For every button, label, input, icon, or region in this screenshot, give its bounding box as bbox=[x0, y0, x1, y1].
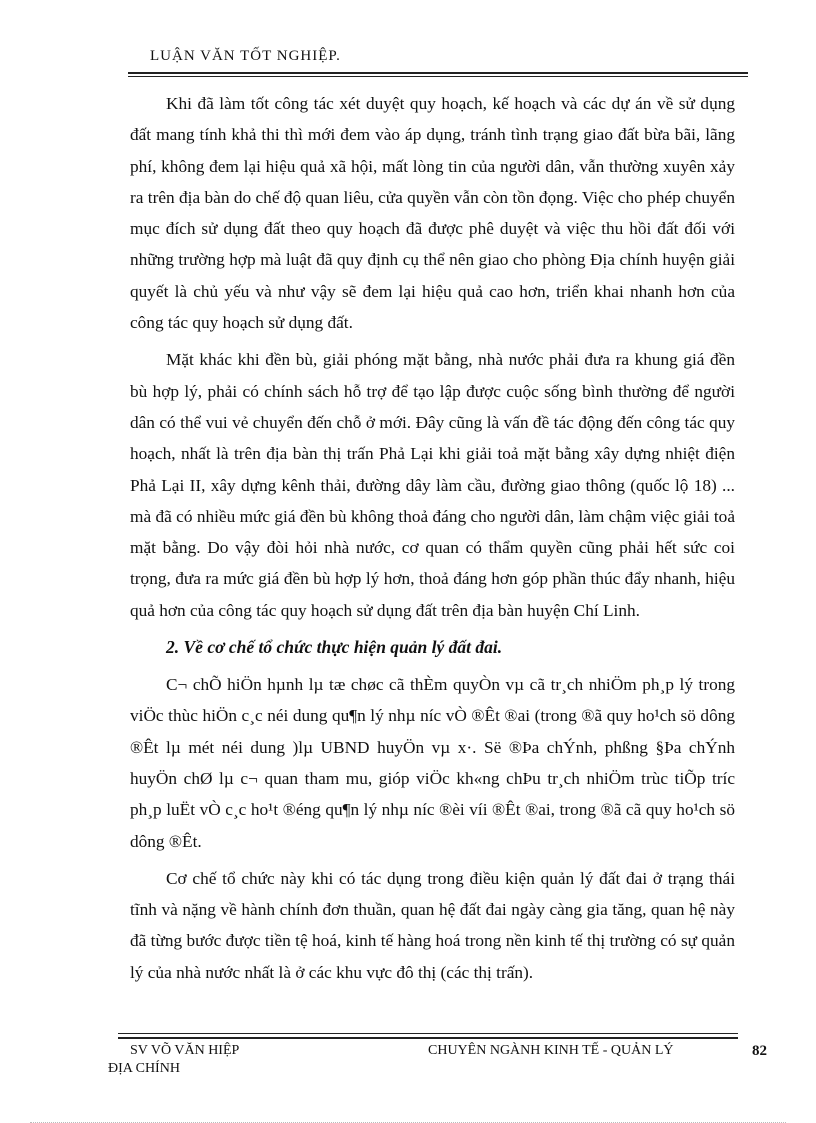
header-rule bbox=[128, 72, 748, 74]
body-content bbox=[130, 88, 735, 994]
paragraph: Cơ chế tổ chức này khi có tác dụng trong điều kiện quản lý đất đai ở trạng thái tĩnh và nặng về hành chính đơn thuần, quan hệ đất đai ngày càng gia tăng, quan hệ này đã từng bước được tiền tệ hoá, kinh tế hàng hoá trong nền kinh tế thị trường có sự quản lý của nhà nước nhất là ở các khu vực đô thị (các thị trấn). bbox=[130, 868, 735, 982]
footer-author: SV VÕ VĂN HIỆP bbox=[130, 1043, 240, 1058]
footer-department: ĐỊA CHÍNH bbox=[108, 1061, 180, 1076]
paragraph: Mặt khác khi đền bù, giải phóng mặt bằng, nhà nước phải đưa ra khung giá đền bù hợp lý, phải có chính sách hỗ trợ để tạo lập được cuộc sống bình thường để người dân có thể vui vẻ chuyển đến chỗ ở mới. Đây cũng là vấn đề tác động đến công tác quy hoạch, nhất là trên địa bàn thị trấn Phả Lại khi giải toả mặt bằng xây dựng nhiệt điện Phả Lại II, xây dựng kênh thải, đường dây làm cầu, đường giao thông (quốc lộ 18) ... mà đã có nhiều mức giá đền bù không thoả đáng cho người dân, làm chậm việc giải toả mặt bằng. Do vậy đòi hỏi nhà nước, cơ quan có thẩm quyền cũng phải hết sức coi trọng, đưa ra mức giá đền bù hợp lý hơn, thoả đáng hơn góp phần thúc đẩy nhanh, hiệu quả hơn của công tác quy hoạch sử dụng đất trên địa bàn huyện Chí Linh. bbox=[130, 350, 735, 620]
header-title: LUẬN VĂN TỐT NGHIỆP. bbox=[150, 48, 341, 64]
page-number: 82 bbox=[752, 1043, 767, 1059]
footer-major: CHUYÊN NGÀNH KINH TẾ - QUẢN LÝ bbox=[428, 1043, 674, 1058]
footer-rule-thin bbox=[118, 1033, 738, 1034]
footer-rule bbox=[118, 1037, 738, 1039]
paragraph: C¬ chÕ hiÖn hµnh lµ tæ chøc cã thÈm quyÒn vµ cã tr¸ch nhiÖm ph¸p lý trong viÖc thùc hiÖn c¸c néi dung qu¶n lý nhµ níc vÒ ®Êt ®ai (trong ®ã quy ho¹ch sö dông ®Êt lµ mét néi dung )lµ UBND huyÖn vµ x·. Së ®Þa chÝnh, phßng §Þa chÝnh huyÖn chØ lµ c¬ quan tham mu, gióp viÖc kh«ng chÞu tr¸ch nhiÖm trùc tiÕp tríc ph¸p luËt vÒ c¸c ho¹t ®éng qu¶n lý nhµ níc ®èi víi ®Êt ®ai, trong ®ã cã quy ho¹ch sö dông ®Êt. bbox=[130, 675, 735, 851]
paragraph: Khi đã làm tốt công tác xét duyệt quy hoạch, kế hoạch và các dự án về sử dụng đất mang tính khả thi thì mới đem vào áp dụng, tránh tình trạng giao đất bừa bãi, lãng phí, không đem lại hiệu quả xã hội, mất lòng tin của người dân, vẫn thường xuyên xảy ra trên địa bàn do chế độ quan liêu, cửa quyền vẫn còn tồn đọng. Việc cho phép chuyển mục đích sử dụng đất theo quy hoạch đã được phê duyệt và việc thu hồi đất đối với những trường hợp mà luật đã quy định cụ thể nên giao cho phòng Địa chính huyện giải quyết là chủ yếu và như vậy sẽ đem lại hiệu quả cao hơn, triển khai nhanh hơn của công tác quy hoạch sử dụng đất. bbox=[130, 94, 735, 333]
header-rule-thin bbox=[128, 76, 748, 77]
section-heading: 2. Về cơ chế tổ chức thực hiện quản lý đất đai. bbox=[166, 637, 503, 658]
